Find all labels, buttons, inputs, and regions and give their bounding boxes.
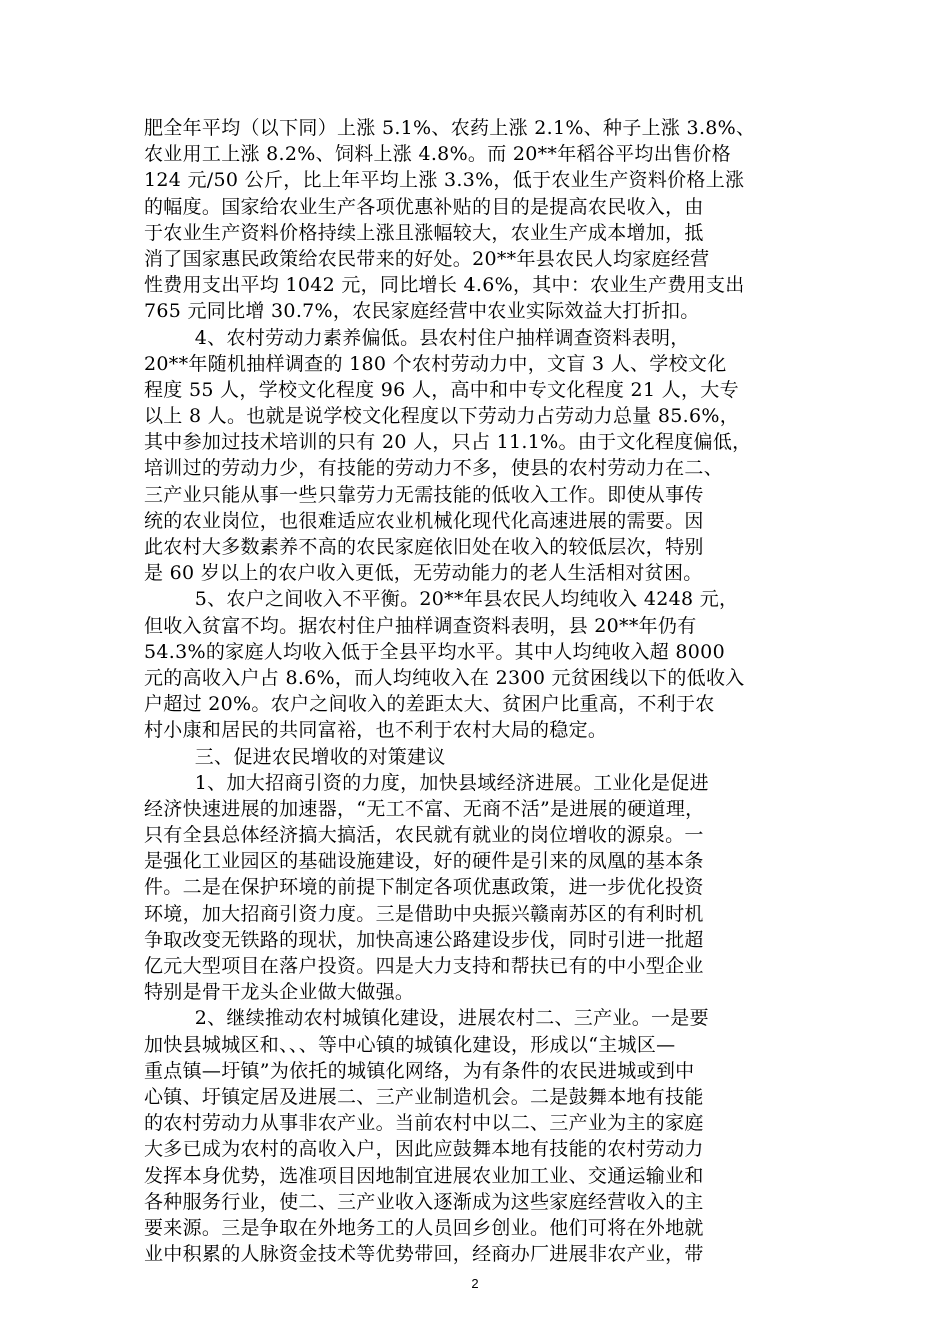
section-heading: 三、促进农民增收的对策建议 xyxy=(144,745,446,768)
text-line: 是 60 岁以上的农户收入更低，无劳动能力的老人生活相对贫困。 xyxy=(144,562,703,585)
text-line: 大多已成为农村的高收入户，因此应鼓舞本地有技能的农村劳动力 xyxy=(144,1138,704,1161)
text-line: 是强化工业园区的基础设施建设，好的硬件是引来的凤凰的基本条 xyxy=(144,850,704,873)
text-line: 其中参加过技术培训的只有 20 人，只占 11.1%。由于文化程度偏低， xyxy=(144,431,752,454)
text-line: 124 元/50 公斤，比上年平均上涨 3.3%，低于农业生产资料价格上涨 xyxy=(144,169,745,192)
text-line: 程度 55 人，学校文化程度 96 人，高中和中专文化程度 21 人，大专 xyxy=(144,378,739,401)
text-line: 环境，加大招商引资力度。三是借助中央振兴赣南苏区的有利时机 xyxy=(144,902,704,925)
text-line: 要来源。三是争取在外地务工的人员回乡创业。他们可将在外地就 xyxy=(144,1216,704,1239)
document-body xyxy=(144,115,806,1267)
text-line: 于农业生产资料价格持续上涨且涨幅较大，农业生产成本增加，抵 xyxy=(144,221,704,244)
text-line: 各种服务行业，使二、三产业收入逐渐成为这些家庭经营收入的主 xyxy=(144,1190,704,1213)
text-line: 亿元大型项目在落户投资。四是大力支持和帮扶已有的中小型企业 xyxy=(144,955,704,977)
text-line: 以上 8 人。也就是说学校文化程度以下劳动力占劳动力总量 85.6%， xyxy=(144,405,740,428)
text-line: 765 元同比增 30.7%，农民家庭经营中农业实际效益大打折扣。 xyxy=(144,300,700,323)
paragraph-heading-line: 4、农村劳动力素养偏低。县农村住户抽样调查资料表明， xyxy=(144,326,690,349)
text-line: 的农村劳动力从事非农产业。当前农村中以二、三产业为主的家庭 xyxy=(144,1112,704,1135)
text-line: 农业用工上涨 8.2%、饲料上涨 4.8%。而 20**年稻谷平均出售价格 xyxy=(144,143,731,166)
text-line: 但收入贫富不均。据农村住户抽样调查资料表明，县 20**年仍有 xyxy=(144,614,697,637)
text-line: 加快县城城区和、、、等中心镇的城镇化建设，形成以“主城区— xyxy=(144,1033,676,1056)
text-line: 消了国家惠民政策给农民带来的好处。20**年县农民人均家庭经营 xyxy=(144,247,710,270)
text-line: 培训过的劳动力少，有技能的劳动力不多，使县的农村劳动力在二、 xyxy=(144,457,724,480)
text-line: 肥全年平均（以下同）上涨 5.1%、农药上涨 2.1%、种子上涨 3.8%、 xyxy=(144,117,756,139)
text-line: 性费用支出平均 1042 元，同比增长 4.6%，其中：农业生产费用支出 xyxy=(144,274,745,297)
text-line: 业中积累的人脉资金技术等优势带回，经商办厂进展非农产业，带 xyxy=(144,1243,704,1266)
text-line: 20**年随机抽样调查的 180 个农村劳动力中，文盲 3 人、学校文化 xyxy=(144,352,727,375)
paragraph-heading-line: 2、继续推动农村城镇化建设，进展农村二、三产业。一是要 xyxy=(144,1007,709,1030)
paragraph-heading-line: 5、农户之间收入不平衡。20**年县农民人均纯收入 4248 元， xyxy=(144,588,739,611)
text-line: 此农村大多数素养不高的农民家庭依旧处在收入的较低层次，特别 xyxy=(144,536,704,558)
text-line: 件。二是在保护环境的前提下制定各项优惠政策，进一步优化投资 xyxy=(144,876,704,899)
text-line: 只有全县总体经济搞大搞活，农民就有就业的岗位增收的源泉。一 xyxy=(144,824,704,847)
text-line: 争取改变无铁路的现状，加快高速公路建设步伐，同时引进一批超 xyxy=(144,928,704,951)
page-number: 2 xyxy=(471,1276,479,1291)
text-line: 元的高收入户占 8.6%，而人均纯收入在 2300 元贫困线以下的低收入 xyxy=(144,666,745,689)
text-line: 重点镇—圩镇”为依托的城镇化网络，为有条件的农民进城或到中 xyxy=(144,1059,695,1082)
text-line: 发挥本身优势，选准项目因地制宜进展农业加工业、交通运输业和 xyxy=(144,1164,704,1187)
text-line: 经济快速进展的加速器，“无工不富、无商不活”是进展的硬道理， xyxy=(144,797,705,820)
text-line: 村小康和居民的共同富裕，也不利于农村大局的稳定。 xyxy=(144,719,608,742)
text-line: 统的农业岗位，也很难适应农业机械化现代化高速进展的需要。因 xyxy=(144,509,704,532)
text-line: 心镇、圩镇定居及进展二、三产业制造机会。二是鼓舞本地有技能 xyxy=(144,1085,704,1108)
text-line: 三产业只能从事一些只靠劳力无需技能的低收入工作。即使从事传 xyxy=(144,483,704,506)
text-line: 54.3%的家庭人均收入低于全县平均水平。其中人均纯收入超 8000 xyxy=(144,640,725,663)
text-line: 特别是骨干龙头企业做大做强。 xyxy=(144,981,415,1004)
paragraph-heading-line: 1、加大招商引资的力度，加快县域经济进展。工业化是促进 xyxy=(144,771,709,794)
text-line: 户超过 20%。农户之间收入的差距太大、贫困户比重高，不利于农 xyxy=(144,693,715,716)
text-line: 的幅度。国家给农业生产各项优惠补贴的目的是提高农民收入，由 xyxy=(144,195,704,218)
